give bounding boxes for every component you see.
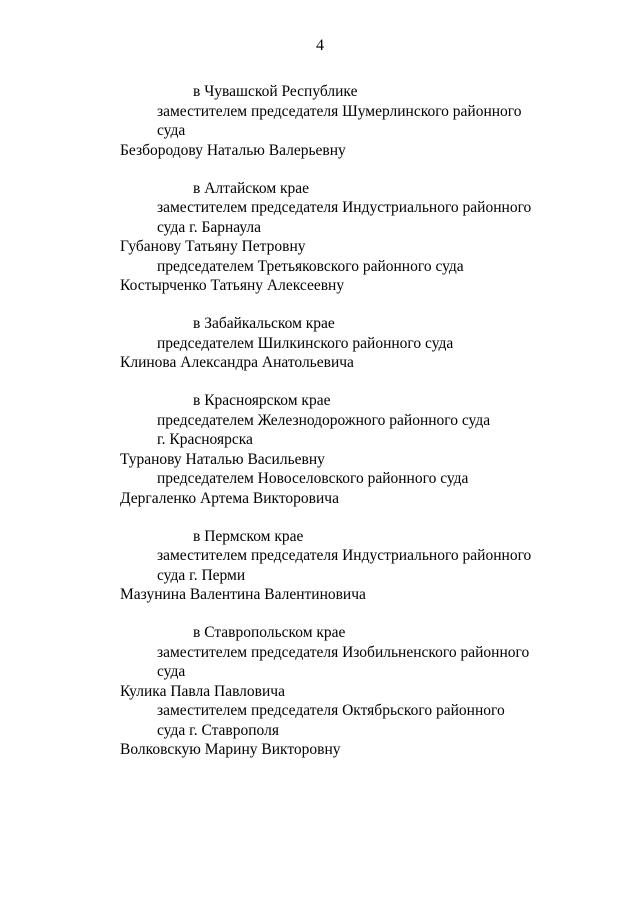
region-heading: в Пермском крае [193, 527, 304, 545]
person-name: Кулика Павла Павловича [120, 682, 285, 700]
person-name: Волковскую Марину Викторовну [120, 741, 341, 758]
position-line: суда г. Ставрополя [157, 721, 279, 739]
position-line: заместителем председателя Октябрьского районного [157, 702, 505, 719]
region-section [0, 179, 640, 296]
position-line: г. Красноярска [157, 431, 253, 448]
position-line: суда [157, 122, 186, 139]
region-section [0, 527, 640, 605]
position-line: суда [157, 663, 186, 680]
region-section [0, 314, 640, 373]
person-name: Мазунина Валентина Валентиновича [120, 586, 366, 603]
region-heading: в Красноярском крае [193, 392, 331, 409]
region-section [0, 391, 640, 508]
person-name: Безбородову Наталью Валерьевну [120, 141, 346, 159]
region-heading: в Забайкальском крае [193, 315, 335, 332]
position-line: председателем Шилкинского районного суда [157, 334, 454, 352]
region-section [0, 82, 640, 160]
person-name: Костырченко Татьяну Алексеевну [120, 277, 345, 294]
region-heading: в Чувашской Республике [193, 83, 358, 100]
position-line: заместителем председателя Индустриального районного [157, 547, 532, 564]
position-line: заместителем председателя Индустриального районного [157, 199, 532, 216]
position-line: заместителем председателя Шумерлинского районного [157, 102, 522, 120]
person-name: Клинова Александра Анатольевича [120, 354, 354, 371]
region-heading: в Алтайском крае [193, 179, 310, 197]
region-heading: в Ставропольском крае [193, 624, 346, 641]
page-number: 4 [316, 37, 324, 54]
position-line: председателем Новоселовского районного суда [157, 470, 469, 487]
person-name: Губанову Татьяну Петровну [120, 238, 306, 255]
person-name: Дергаленко Артема Викторовича [120, 489, 339, 507]
position-line: председателем Третьяковского районного суда [157, 257, 464, 275]
position-line: суда г. Перми [157, 566, 246, 584]
position-line: суда г. Барнаула [157, 218, 262, 236]
person-name: Туранову Наталью Васильевну [120, 450, 325, 468]
position-line: председателем Железнодорожного районного суда [157, 411, 491, 429]
appointments-list [0, 82, 640, 778]
region-section [0, 623, 640, 760]
position-line: заместителем председателя Изобильненского районного [157, 643, 530, 661]
